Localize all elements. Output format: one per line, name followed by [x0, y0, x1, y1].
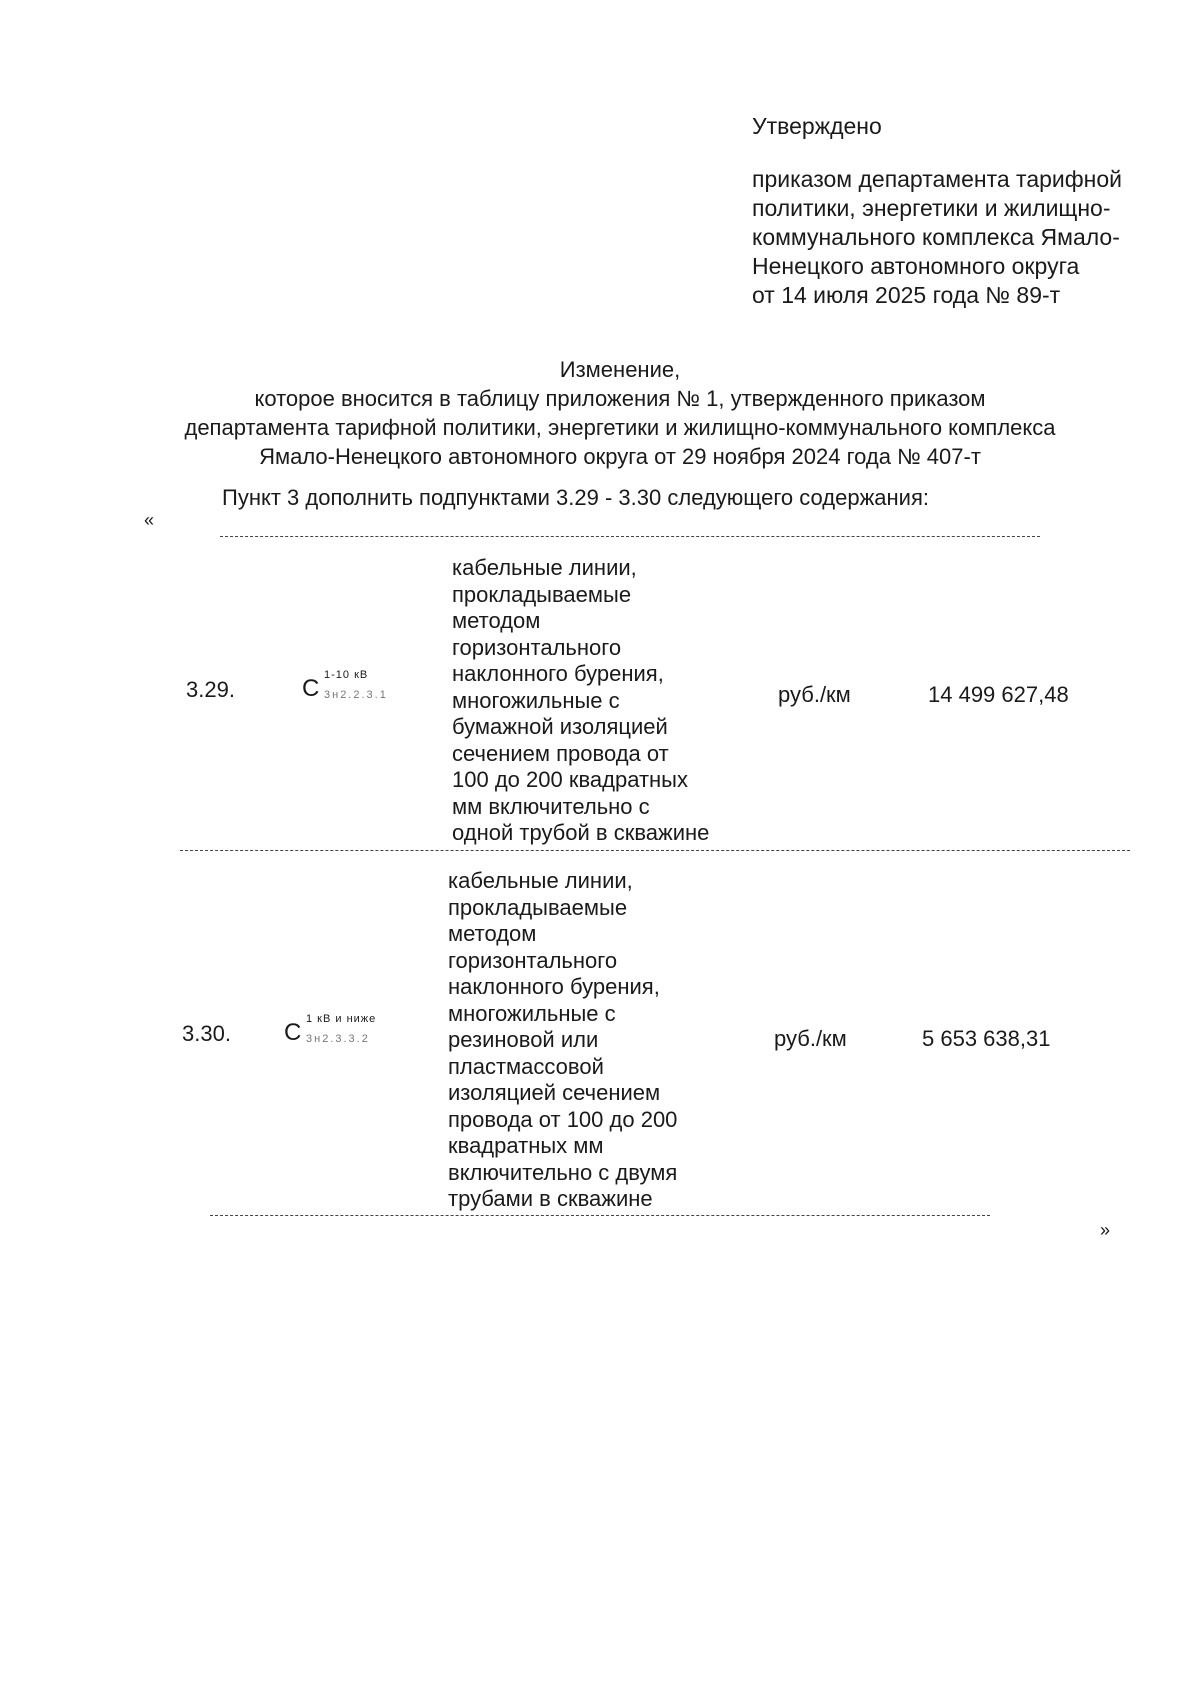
approval-line: Ненецкого автономного округа: [752, 253, 1080, 279]
description-line: прокладываемые: [452, 581, 632, 607]
document-heading: [140, 355, 1100, 471]
code-superscript: 1 кВ и ниже: [306, 1013, 377, 1025]
description-line: изоляцией сечением: [448, 1080, 661, 1105]
description-line: кабельные линии,: [448, 868, 633, 893]
approval-line: приказом департамента тарифной: [752, 166, 1123, 192]
description-line: одной трубой в скважине: [452, 820, 710, 845]
approval-block: [752, 112, 1172, 310]
unit: руб./км: [778, 682, 851, 707]
approval-line: коммунального комплекса Ямало-: [752, 224, 1120, 250]
code-superscript: 1-10 кВ: [324, 669, 369, 681]
closing-quote: »: [1100, 1220, 1111, 1240]
heading-line: Ямало-Ненецкого автономного округа от 29 ноября 2024 года № 407-т: [259, 444, 981, 469]
description-line: бумажной изоляцией: [452, 714, 668, 739]
description-line: наклонного бурения,: [452, 661, 664, 686]
description-line: горизонтального: [448, 947, 618, 973]
description-line: сечением провода от: [452, 740, 669, 766]
description-line: пластмассовой: [448, 1053, 604, 1079]
heading-line: департамента тарифной политики, энергетики и жилищно-коммунального комплекса: [184, 415, 1056, 440]
code-subscript: 3н2.3.3.2: [306, 1033, 370, 1045]
code-subscript: 3н2.2.3.1: [324, 689, 388, 701]
row-separator: [180, 850, 1130, 851]
row-description: [448, 868, 748, 1213]
approved-label: Утверждено: [752, 113, 882, 139]
description-line: методом: [448, 921, 537, 946]
approval-line: политики, энергетики и жилищно-: [752, 195, 1111, 221]
code-base: С: [284, 1019, 302, 1046]
approval-line: от 14 июля 2025 года № 89-т: [752, 282, 1061, 308]
description-line: многожильные с: [452, 687, 620, 713]
instruction-text: Пункт 3 дополнить подпунктами 3.29 - 3.30 следующего содержания:: [222, 485, 929, 510]
price: 14 499 627,48: [928, 682, 1069, 707]
tariff-code: [302, 669, 388, 703]
tariff-code: [284, 1013, 377, 1047]
unit: руб./км: [774, 1026, 847, 1051]
description-line: мм включительно с: [452, 793, 650, 819]
description-line: трубами в скважине: [448, 1186, 653, 1211]
row-number: 3.30.: [182, 1021, 231, 1046]
description-line: 100 до 200 квадратных: [452, 767, 688, 792]
table-bottom-border: [210, 1215, 990, 1216]
description-line: квадратных мм: [448, 1133, 604, 1158]
row-number: 3.29.: [186, 677, 235, 702]
description-line: резиновой или: [448, 1027, 599, 1052]
description-line: многожильные с: [448, 1000, 616, 1026]
description-line: провода от 100 до 200: [448, 1106, 678, 1132]
description-line: горизонтального: [452, 634, 622, 660]
description-line: методом: [452, 608, 541, 633]
description-line: прокладываемые: [448, 894, 628, 920]
heading-line: которое вносится в таблицу приложения № 1, утвержденного приказом: [254, 386, 986, 411]
heading-title: Изменение,: [559, 357, 681, 382]
row-description: [452, 555, 752, 847]
description-line: включительно с двумя: [448, 1159, 678, 1185]
opening-quote: «: [144, 510, 155, 530]
table-top-border: [220, 536, 1040, 537]
price: 5 653 638,31: [922, 1026, 1051, 1051]
description-line: кабельные линии,: [452, 555, 637, 580]
description-line: наклонного бурения,: [448, 974, 660, 999]
code-base: С: [302, 675, 320, 702]
